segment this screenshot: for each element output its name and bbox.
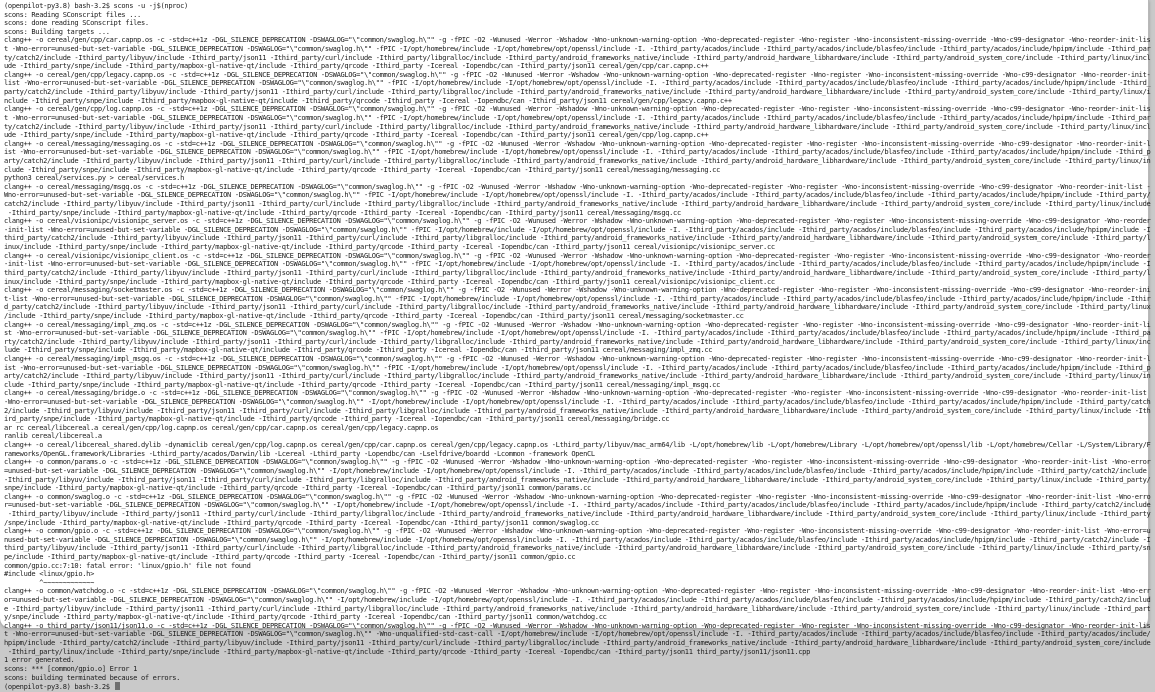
terminal-line: pe/include -Ithird_party/mapbox-gl-native-qt/include -Ithird_party/qrcode -Ithird_party -Icereal -Iopendbc/can -Ithird_party/json11 common/gpio.cc: [4, 552, 576, 561]
terminal-line: clang++ -o cereal/messaging/impl_zmq.os -c -std=c++1z -DGL_SILENCE_DEPRECATION -DSWAGLOG="\"common/swaglog.h\"" -g -fPIC -O2 -Wunused -Werror -Wshadow -Wno-unknown-warning-option -Wno-deprecated-register -Wno-register -Wno-inconsistent-missing-override -Wno-c99-designator -Wno-reorder-init-li: [4, 319, 1151, 329]
terminal-line: -Ithird_party/libyuv/include -Ithird_party/json11 -Ithird_party/curl/include -Ithird_party/libgralloc/include -Ithird_party/android_frameworks_native/include -Ithird_party/android_hardware_libhardware/include -Ithird_party/android_system_core/include -Ithird_party/linux/include -Ithird_party: [4, 508, 1151, 518]
terminal-line: nclude -Ithird_party/snpe/include -Ithird_party/mapbox-gl-native-qt/include -Ithird_party/qrcode -Ithird_party -Icereal -Iopendbc/can -Ithird_party/json11 cereal/gen/cpp/legacy.capnp.c++: [4, 95, 732, 105]
terminal-line: scons: *** [common/gpio.o] Error 1: [4, 663, 138, 673]
terminal-line: nused-but-set-variable -DGL_SILENCE_DEPRECATION -DSWAGLOG="\"common/swaglog.h\"" -I/opt/homebrew/include -I/opt/homebrew/opt/openssl/include -I. -Ithird_party/acados/include -Ithird_party/acados/include/blasfeo/include -Ithird_party/acados/include/hpipm/include -Ithird_party/catch2/include -I: [4, 534, 1151, 544]
terminal-line: clang++ -o cereal/visionipc/visionipc_server.os -c -std=c++1z -DGL_SILENCE_DEPRECATION -DSWAGLOG="\"common/swaglog.h\"" -g -fPIC -O2 -Wunused -Werror -Wshadow -Wno-unknown-warning-option -Wno-deprecated-register -Wno-register -Wno-inconsistent-missing-override -Wno-c99-designator -Wno-reorder: [4, 216, 1151, 226]
terminal-line: (openpilot-py3.8) bash-3.2$ scons -u -j$(nproc): [4, 1, 188, 10]
terminal-line: clang++ -o common/swaglog.o -c -std=c++1z -DGL_SILENCE_DEPRECATION -DSWAGLOG="\"common/swaglog.h\"" -g -fPIC -O2 -Wunused -Werror -Wshadow -Wno-unknown-warning-option -Wno-deprecated-register -Wno-register -Wno-inconsistent-missing-override -Wno-c99-designator -Wno-reorder-init-list -Wno-erro: [4, 491, 1151, 501]
terminal-output[interactable]: [4, 1, 1151, 692]
terminal-line: -Ithird_party/snpe/include -Ithird_party/mapbox-gl-native-qt/include -Ithird_party/qrcode -Ithird_party -Icereal -Iopendbc/can -Ithird_party/json11 cereal/messaging/msgq.cc: [4, 207, 681, 217]
terminal-line: clang++ -o cereal/messaging/impl_msgq.os -c -std=c++1z -DGL_SILENCE_DEPRECATION -DSWAGLOG="\"common/swaglog.h\"" -g -fPIC -O2 -Wunused -Werror -Wshadow -Wno-unknown-warning-option -Wno-deprecated-register -Wno-register -Wno-inconsistent-missing-override -Wno-c99-designator -Wno-reorder-init-l: [4, 353, 1151, 363]
terminal-line: inux/include -Ithird_party/snpe/include -Ithird_party/mapbox-gl-native-qt/include -Ithird_party/qrcode -Ithird_party -Icereal -Iopendbc/can -Ithird_party/json11 cereal/visionipc/visionipc_client.cc: [4, 276, 775, 286]
terminal-line: third_party/libyuv/include -Ithird_party/json11 -Ithird_party/curl/include -Ithird_party/libgralloc/include -Ithird_party/android_frameworks_native/include -Ithird_party/android_hardware_libhardware/include -Ithird_party/android_system_core/include -Ithird_party/linux/include -Ithird_party/sn: [4, 543, 1151, 553]
terminal-line: r=unused-but-set-variable -DGL_SILENCE_DEPRECATION -DSWAGLOG="\"common/swaglog.h\"" -I/opt/homebrew/include -I/opt/homebrew/opt/openssl/include -I. -Ithird_party/acados/include -Ithird_party/acados/include/blasfeo/include -Ithird_party/acados/include/hpipm/include -Ithird_party/catch2/include: [4, 500, 1151, 510]
terminal-line: clude -Ithird_party/snpe/include -Ithird_party/mapbox-gl-native-qt/include -Ithird_party/qrcode -Ithird_party -Icereal -Iopendbc/can -Ithird_party/json11 cereal/messaging/messaging.cc: [4, 164, 721, 174]
terminal-line: ude -Ithird_party/snpe/include -Ithird_party/mapbox-gl-native-qt/include -Ithird_party/qrcode -Ithird_party -Icereal -Iopendbc/can -Ithird_party/json11 cereal/gen/cpp/car.capnp.c++: [4, 61, 709, 71]
terminal-line: rty/catch2/include -Ithird_party/libyuv/include -Ithird_party/json11 -Ithird_party/curl/include -Ithird_party/libgralloc/include -Ithird_party/android_frameworks_native/include -Ithird_party/android_hardware_libhardware/include -Ithird_party/android_system_core/include -Ithird_party/linux/inc: [4, 336, 1151, 346]
terminal-line: party/catch2/include -Ithird_party/libyuv/include -Ithird_party/json11 -Ithird_party/curl/include -Ithird_party/libgralloc/include -Ithird_party/android_frameworks_native/include -Ithird_party/android_hardware_libhardware/include -Ithird_party/android_system_core/include -Ithird_party/linux/i: [4, 87, 1151, 97]
terminal-line: third_party/catch2/include -Ithird_party/libyuv/include -Ithird_party/json11 -Ithird_party/curl/include -Ithird_party/libgralloc/include -Ithird_party/android_frameworks_native/include -Ithird_party/android_hardware_libhardware/include -Ithird_party/android_system_core/include -Ithird_party/l: [4, 267, 1151, 277]
terminal-line: t-list -Wno-error=unused-but-set-variable -DGL_SILENCE_DEPRECATION -DSWAGLOG="\"common/swaglog.h\"" -fPIC -I/opt/homebrew/include -I/opt/homebrew/opt/openssl/include -I. -Ithird_party/acados/include -Ithird_party/acados/include/blasfeo/include -Ithird_party/acados/include/hpipm/include -Ithir: [4, 293, 1151, 303]
terminal-line: ist -Wno-error=unused-but-set-variable -DGL_SILENCE_DEPRECATION -DSWAGLOG="\"common/swaglog.h\"" -fPIC -I/opt/homebrew/include -I/opt/homebrew/opt/openssl/include -I. -Ithird_party/acados/include -Ithird_party/acados/include/blasfeo/include -Ithird_party/acados/include/hpipm/include -Ithird_p: [4, 362, 1151, 372]
terminal-line: clang++ -o common/watchdog.o -c -std=c++1z -DGL_SILENCE_DEPRECATION -DSWAGLOG="\"common/swaglog.h\"" -g -fPIC -O2 -Wunused -Werror -Wshadow -Wno-unknown-warning-option -Wno-deprecated-register -Wno-register -Wno-inconsistent-missing-override -Wno-c99-designator -Wno-reorder-init-list -Wno-err: [4, 586, 1151, 596]
terminal-line: clang++ -o cereal/messaging/messaging.os -c -std=c++1z -DGL_SILENCE_DEPRECATION -DSWAGLOG="\"common/swaglog.h\"" -g -fPIC -O2 -Wunused -Werror -Wshadow -Wno-unknown-warning-option -Wno-deprecated-register -Wno-register -Wno-inconsistent-missing-override -Wno-c99-designator -Wno-reorder-init-l: [4, 138, 1151, 148]
terminal-line: ude -Ithird_party/snpe/include -Ithird_party/mapbox-gl-native-qt/include -Ithird_party/qrcode -Ithird_party -Icereal -Iopendbc/can -Ithird_party/json11 cereal/gen/cpp/log.capnp.c++: [4, 130, 709, 140]
terminal-line: clang++ -o cereal/messaging/msgq.os -c -std=c++1z -DGL_SILENCE_DEPRECATION -DSWAGLOG="\"common/swaglog.h\"" -g -fPIC -O2 -Wunused -Werror -Wshadow -Wno-unknown-warning-option -Wno-deprecated-register -Wno-register -Wno-inconsistent-missing-override -Wno-c99-designator -Wno-reorder-init-list -: [4, 181, 1151, 191]
terminal-line: d_party/catch2/include -Ithird_party/libyuv/include -Ithird_party/json11 -Ithird_party/curl/include -Ithird_party/libgralloc/include -Ithird_party/android_frameworks_native/include -Ithird_party/android_hardware_libhardware/include -Ithird_party/android_system_core/include -Ithird_party/linux: [4, 302, 1151, 312]
terminal-line: -init-list -Wno-error=unused-but-set-variable -DGL_SILENCE_DEPRECATION -DSWAGLOG="\"common/swaglog.h\"" -fPIC -I/opt/homebrew/include -I/opt/homebrew/opt/openssl/include -I. -Ithird_party/acados/include -Ithird_party/acados/include/blasfeo/include -Ithird_party/acados/include/hpipm/include -I: [4, 224, 1151, 234]
terminal-line: clang++ -o cereal/gen/cpp/legacy.capnp.os -c -std=c++1z -DGL_SILENCE_DEPRECATION -DSWAGLOG="\"common/swaglog.h\"" -g -fPIC -O2 -Wunused -Werror -Wshadow -Wno-unknown-warning-option -Wno-deprecated-register -Wno-register -Wno-inconsistent-missing-override -Wno-c99-designator -Wno-reorder-init-: [4, 69, 1151, 79]
terminal-line: scons: done reading SConscript files.: [4, 18, 149, 28]
terminal-line: arty/catch2/include -Ithird_party/libyuv/include -Ithird_party/json11 -Ithird_party/curl/include -Ithird_party/libgralloc/include -Ithird_party/android_frameworks_native/include -Ithird_party/android_hardware_libhardware/include -Ithird_party/android_system_core/include -Ithird_party/linux/in: [4, 371, 1151, 381]
terminal-line: arty/catch2/include -Ithird_party/libyuv/include -Ithird_party/json11 -Ithird_party/curl/include -Ithird_party/libgralloc/include -Ithird_party/android_frameworks_native/include -Ithird_party/android_hardware_libhardware/include -Ithird_party/android_system_core/include -Ithird_party/linux/in: [4, 155, 1151, 165]
terminal-line: e -Ithird_party/libyuv/include -Ithird_party/json11 -Ithird_party/curl/include -Ithird_party/libgralloc/include -Ithird_party/android_frameworks_native/include -Ithird_party/android_hardware_libhardware/include -Ithird_party/android_system_core/include -Ithird_party/linux/include -Ithird_part: [4, 603, 1151, 613]
terminal-line: ird_party/snpe/include -Ithird_party/mapbox-gl-native-qt/include -Ithird_party/qrcode -Ithird_party -Icereal -Iopendbc/can -Ithird_party/json11 cereal/messaging/bridge.cc: [4, 414, 670, 424]
terminal-line: ty/catch2/include -Ithird_party/libyuv/include -Ithird_party/json11 -Ithird_party/curl/include -Ithird_party/libgralloc/include -Ithird_party/android_frameworks_native/include -Ithird_party/android_hardware_libhardware/include -Ithird_party/android_system_core/include -Ithird_party/linux/incl: [4, 52, 1151, 62]
shell-prompt: (openpilot-py3.8) bash-3.2$: [4, 682, 114, 692]
terminal-line: ^~~~~~~~~~~~~~: [4, 577, 94, 587]
terminal-line: ar rc cereal/libcereal.a cereal/gen/cpp/log.capnp.os cereal/gen/cpp/car.capnp.os cereal/gen/cpp/legacy.capnp.os: [4, 422, 439, 432]
terminal-line: rameworks/OpenGL.framework/Libraries -Lthird_party/acados/Darwin/lib -Lcereal -Lthird_party -Lopendbc/can -Lselfdrive/boardd -Lcommon -framework OpenCL: [4, 448, 595, 458]
terminal-line: t -Wno-error=unused-but-set-variable -DGL_SILENCE_DEPRECATION -DSWAGLOG="\"common/swaglog.h\"" -Wno-unqualified-std-cast-call -I/opt/homebrew/include -I/opt/homebrew/opt/openssl/include -I. -Ithird_party/acados/include -Ithird_party/acados/include/blasfeo/include -Ithird_party/acados/include/: [4, 629, 1151, 639]
terminal-line: clang++ -o cereal/gen/cpp/car.capnp.os -c -std=c++1z -DGL_SILENCE_DEPRECATION -DSWAGLOG="\"common/swaglog.h\"" -g -fPIC -O2 -Wunused -Werror -Wshadow -Wno-unknown-warning-option -Wno-deprecated-register -Wno-register -Wno-inconsistent-missing-override -Wno-c99-designator -Wno-reorder-init-lis: [4, 35, 1151, 45]
terminal-line: /include -Ithird_party/snpe/include -Ithird_party/mapbox-gl-native-qt/include -Ithird_party/qrcode -Ithird_party -Icereal -Iopendbc/can -Ithird_party/json11 cereal/messaging/socketmaster.cc: [4, 310, 744, 320]
terminal-line: 2/include -Ithird_party/libyuv/include -Ithird_party/json11 -Ithird_party/curl/include -Ithird_party/libgralloc/include -Ithird_party/android_frameworks_native/include -Ithird_party/android_hardware_libhardware/include -Ithird_party/android_system_core/include -Ithird_party/linux/include -Ith: [4, 405, 1151, 415]
terminal-line: -Ithird_party/libyuv/include -Ithird_party/json11 -Ithird_party/curl/include -Ithird_party/libgralloc/include -Ithird_party/android_frameworks_native/include -Ithird_party/android_hardware_libhardware/include -Ithird_party/android_system_core/include -Ithird_party/linux/include -Ithird_party/: [4, 474, 1151, 484]
terminal-line: y/snpe/include -Ithird_party/mapbox-gl-native-qt/include -Ithird_party/qrcode -Ithird_party -Icereal -Iopendbc/can -Ithird_party/json11 common/watchdog.cc: [4, 612, 607, 622]
terminal-line: scons: building terminated because of errors.: [4, 672, 181, 682]
terminal-line: -init-list -Wno-error=unused-but-set-variable -DGL_SILENCE_DEPRECATION -DSWAGLOG="\"common/swaglog.h\"" -fPIC -I/opt/homebrew/include -I/opt/homebrew/opt/openssl/include -I. -Ithird_party/acados/include -Ithird_party/acados/include/blasfeo/include -Ithird_party/acados/include/hpipm/include -I: [4, 259, 1151, 269]
terminal-line: clang++ -o cereal/messaging/socketmaster.os -c -std=c++1z -DGL_SILENCE_DEPRECATION -DSWAGLOG="\"common/swaglog.h\"" -g -fPIC -O2 -Wunused -Werror -Wshadow -Wno-unknown-warning-option -Wno-deprecated-register -Wno-register -Wno-inconsistent-missing-override -Wno-c99-designator -Wno-reorder-ini: [4, 285, 1151, 295]
terminal-line: Wno-error=unused-but-set-variable -DGL_SILENCE_DEPRECATION -DSWAGLOG="\"common/swaglog.h\"" -fPIC -I/opt/homebrew/include -I/opt/homebrew/opt/openssl/include -I. -Ithird_party/acados/include -Ithird_party/acados/include/blasfeo/include -Ithird_party/acados/include/hpipm/include -Ithird_party/: [4, 190, 1151, 200]
terminal-line: scons: Reading SConscript files ...: [4, 9, 141, 19]
terminal-line: catch2/include -Ithird_party/libyuv/include -Ithird_party/json11 -Ithird_party/curl/include -Ithird_party/libgralloc/include -Ithird_party/android_frameworks_native/include -Ithird_party/android_hardware_libhardware/include -Ithird_party/android_system_core/include -Ithird_party/linux/include: [4, 199, 1151, 209]
terminal-line: #include <linux/gpio.h>: [4, 569, 94, 579]
terminal-line: clude -Ithird_party/snpe/include -Ithird_party/mapbox-gl-native-qt/include -Ithird_party/qrcode -Ithird_party -Icereal -Iopendbc/can -Ithird_party/json11 cereal/messaging/impl_msgq.cc: [4, 379, 721, 389]
terminal-line: st -Wno-error=unused-but-set-variable -DGL_SILENCE_DEPRECATION -DSWAGLOG="\"common/swaglog.h\"" -fPIC -I/opt/homebrew/include -I/opt/homebrew/opt/openssl/include -I. -Ithird_party/acados/include -Ithird_party/acados/include/blasfeo/include -Ithird_party/acados/include/hpipm/include -Ithird_pa: [4, 328, 1151, 338]
terminal-line: clang++ -o common/gpio.o -c -std=c++1z -DGL_SILENCE_DEPRECATION -DSWAGLOG="\"common/swaglog.h\"" -g -fPIC -O2 -Wunused -Werror -Wshadow -Wno-unknown-warning-option -Wno-deprecated-register -Wno-register -Wno-inconsistent-missing-override -Wno-c99-designator -Wno-reorder-init-list -Wno-error=u: [4, 526, 1151, 536]
terminal-line: lude -Ithird_party/snpe/include -Ithird_party/mapbox-gl-native-qt/include -Ithird_party/qrcode -Ithird_party -Icereal -Iopendbc/can -Ithird_party/json11 cereal/messaging/impl_zmq.cc: [4, 345, 713, 355]
terminal-line: clang++ -o cereal/libcereal_shared.dylib -dynamiclib cereal/gen/cpp/log.capnp.os cereal/gen/cpp/car.capnp.os cereal/gen/cpp/legacy.capnp.os -Lthird_party/libyuv/mac_arm64/lib -L/opt/homebrew/lib -L/opt/homebrew/Library -L/opt/homebrew/opt/openssl/lib -L/opt/homebrew/Cellar -L/System/Library/F: [4, 440, 1151, 450]
terminal-line: ranlib cereal/libcereal.a: [4, 431, 102, 441]
block-cursor-icon: [115, 682, 120, 690]
terminal-line: python3 cereal/services.py > cereal/services.h: [4, 173, 184, 183]
terminal-line: clang++ -o common/params.o -c -std=c++1z -DGL_SILENCE_DEPRECATION -DSWAGLOG="\"common/swaglog.h\"" -g -fPIC -O2 -Wunused -Werror -Wshadow -Wno-unknown-warning-option -Wno-deprecated-register -Wno-register -Wno-inconsistent-missing-override -Wno-c99-designator -Wno-reorder-init-list -Wno-error: [4, 457, 1151, 467]
terminal-line: common/gpio.cc:7:10: fatal error: 'linux/gpio.h' file not found: [4, 560, 251, 570]
terminal-line: ist -Wno-error=unused-but-set-variable -DGL_SILENCE_DEPRECATION -DSWAGLOG="\"common/swaglog.h\"" -fPIC -I/opt/homebrew/include -I/opt/homebrew/opt/openssl/include -I. -Ithird_party/acados/include -Ithird_party/acados/include/blasfeo/include -Ithird_party/acados/include/hpipm/include -Ithird_p: [4, 147, 1151, 157]
terminal-line: or=unused-but-set-variable -DGL_SILENCE_DEPRECATION -DSWAGLOG="\"common/swaglog.h\"" -I/opt/homebrew/include -I/opt/homebrew/opt/openssl/include -I. -Ithird_party/acados/include -Ithird_party/acados/include/blasfeo/include -Ithird_party/acados/include/hpipm/include -Ithird_party/catch2/includ: [4, 595, 1151, 605]
terminal-line: clang++ -o third_party/json11/json11.o -c -std=c++1z -DGL_SILENCE_DEPRECATION -DSWAGLOG="\"common/swaglog.h\"" -g -fPIC -O2 -Wunused -Werror -Wshadow -Wno-unknown-warning-option -Wno-deprecated-register -Wno-register -Wno-inconsistent-missing-override -Wno-c99-designator -Wno-reorder-init-lis: [4, 620, 1151, 630]
terminal-line: -Wno-error=unused-but-set-variable -DGL_SILENCE_DEPRECATION -DSWAGLOG="\"common/swaglog.h\"" -I/opt/homebrew/include -I/opt/homebrew/opt/openssl/include -I. -Ithird_party/acados/include -Ithird_party/acados/include/blasfeo/include -Ithird_party/acados/include/hpipm/include -Ithird_party/catch: [4, 397, 1151, 407]
terminal-line: snpe/include -Ithird_party/mapbox-gl-native-qt/include -Ithird_party/qrcode -Ithird_party -Icereal -Iopendbc/can -Ithird_party/json11 common/params.cc: [4, 483, 591, 493]
terminal-line: third_party/catch2/include -Ithird_party/libyuv/include -Ithird_party/json11 -Ithird_party/curl/include -Ithird_party/libgralloc/include -Ithird_party/android_frameworks_native/include -Ithird_party/android_hardware_libhardware/include -Ithird_party/android_system_core/include -Ithird_party/l: [4, 233, 1151, 243]
terminal-line: =unused-but-set-variable -DGL_SILENCE_DEPRECATION -DSWAGLOG="\"common/swaglog.h\"" -I/opt/homebrew/include -I/opt/homebrew/opt/openssl/include -I. -Ithird_party/acados/include -Ithird_party/acados/include/blasfeo/include -Ithird_party/acados/include/hpipm/include -Ithird_party/catch2/include: [4, 465, 1147, 475]
terminal-line: scons: Building targets ...: [4, 26, 110, 36]
terminal-line: clang++ -o cereal/gen/cpp/log.capnp.os -c -std=c++1z -DGL_SILENCE_DEPRECATION -DSWAGLOG="\"common/swaglog.h\"" -g -fPIC -O2 -Wunused -Werror -Wshadow -Wno-unknown-warning-option -Wno-deprecated-register -Wno-register -Wno-inconsistent-missing-override -Wno-c99-designator -Wno-reorder-init-lis: [4, 104, 1151, 114]
terminal-line: list -Wno-error=unused-but-set-variable -DGL_SILENCE_DEPRECATION -DSWAGLOG="\"common/swaglog.h\"" -fPIC -I/opt/homebrew/include -I/opt/homebrew/opt/openssl/include -I. -Ithird_party/acados/include -Ithird_party/acados/include/blasfeo/include -Ithird_party/acados/include/hpipm/include -Ithird_: [4, 78, 1151, 88]
terminal-line: /snpe/include -Ithird_party/mapbox-gl-native-qt/include -Ithird_party/qrcode -Ithird_party -Icereal -Iopendbc/can -Ithird_party/json11 common/swaglog.cc: [4, 517, 599, 527]
terminal-line: clang++ -o cereal/messaging/bridge.o -c -std=c++1z -DGL_SILENCE_DEPRECATION -DSWAGLOG="\"common/swaglog.h\"" -g -fPIC -O2 -Wunused -Werror -Wshadow -Wno-unknown-warning-option -Wno-deprecated-register -Wno-register -Wno-inconsistent-missing-override -Wno-c99-designator -Wno-reorder-init-list: [4, 388, 1147, 398]
terminal-line: hpipm/include -Ithird_party/catch2/include -Ithird_party/libyuv/include -Ithird_party/json11 -Ithird_party/curl/include -Ithird_party/libgralloc/include -Ithird_party/android_frameworks_native/include -Ithird_party/android_hardware_libhardware/include -Ithird_party/android_system_core/include: [4, 638, 1151, 648]
terminal-line: clang++ -o cereal/visionipc/visionipc_client.os -c -std=c++1z -DGL_SILENCE_DEPRECATION -DSWAGLOG="\"common/swaglog.h\"" -g -fPIC -O2 -Wunused -Werror -Wshadow -Wno-unknown-warning-option -Wno-deprecated-register -Wno-register -Wno-inconsistent-missing-override -Wno-c99-designator -Wno-reorder: [4, 250, 1151, 260]
terminal-line: t -Wno-error=unused-but-set-variable -DGL_SILENCE_DEPRECATION -DSWAGLOG="\"common/swaglog.h\"" -fPIC -I/opt/homebrew/include -I/opt/homebrew/opt/openssl/include -I. -Ithird_party/acados/include -Ithird_party/acados/include/blasfeo/include -Ithird_party/acados/include/hpipm/include -Ithird_par: [4, 112, 1151, 122]
terminal-line: -Ithird_party/linux/include -Ithird_party/snpe/include -Ithird_party/mapbox-gl-native-qt/include -Ithird_party/qrcode -Ithird_party -Icereal -Iopendbc/can -Ithird_party/json11 third_party/json11/json11.cpp: [4, 646, 810, 656]
terminal-line: t -Wno-error=unused-but-set-variable -DGL_SILENCE_DEPRECATION -DSWAGLOG="\"common/swaglog.h\"" -fPIC -I/opt/homebrew/include -I/opt/homebrew/opt/openssl/include -I. -Ithird_party/acados/include -Ithird_party/acados/include/blasfeo/include -Ithird_party/acados/include/hpipm/include -Ithird_par: [4, 44, 1151, 54]
terminal-line: 1 error generated.: [4, 655, 75, 665]
terminal-line: ty/catch2/include -Ithird_party/libyuv/include -Ithird_party/json11 -Ithird_party/curl/include -Ithird_party/libgralloc/include -Ithird_party/android_frameworks_native/include -Ithird_party/android_hardware_libhardware/include -Ithird_party/android_system_core/include -Ithird_party/linux/incl: [4, 121, 1151, 131]
prompt-line[interactable]: [4, 682, 1146, 691]
terminal-line: inux/include -Ithird_party/snpe/include -Ithird_party/mapbox-gl-native-qt/include -Ithird_party/qrcode -Ithird_party -Icereal -Iopendbc/can -Ithird_party/json11 cereal/visionipc/visionipc_server.cc: [4, 242, 775, 252]
terminal-scrollbar[interactable]: [1142, 0, 1148, 628]
